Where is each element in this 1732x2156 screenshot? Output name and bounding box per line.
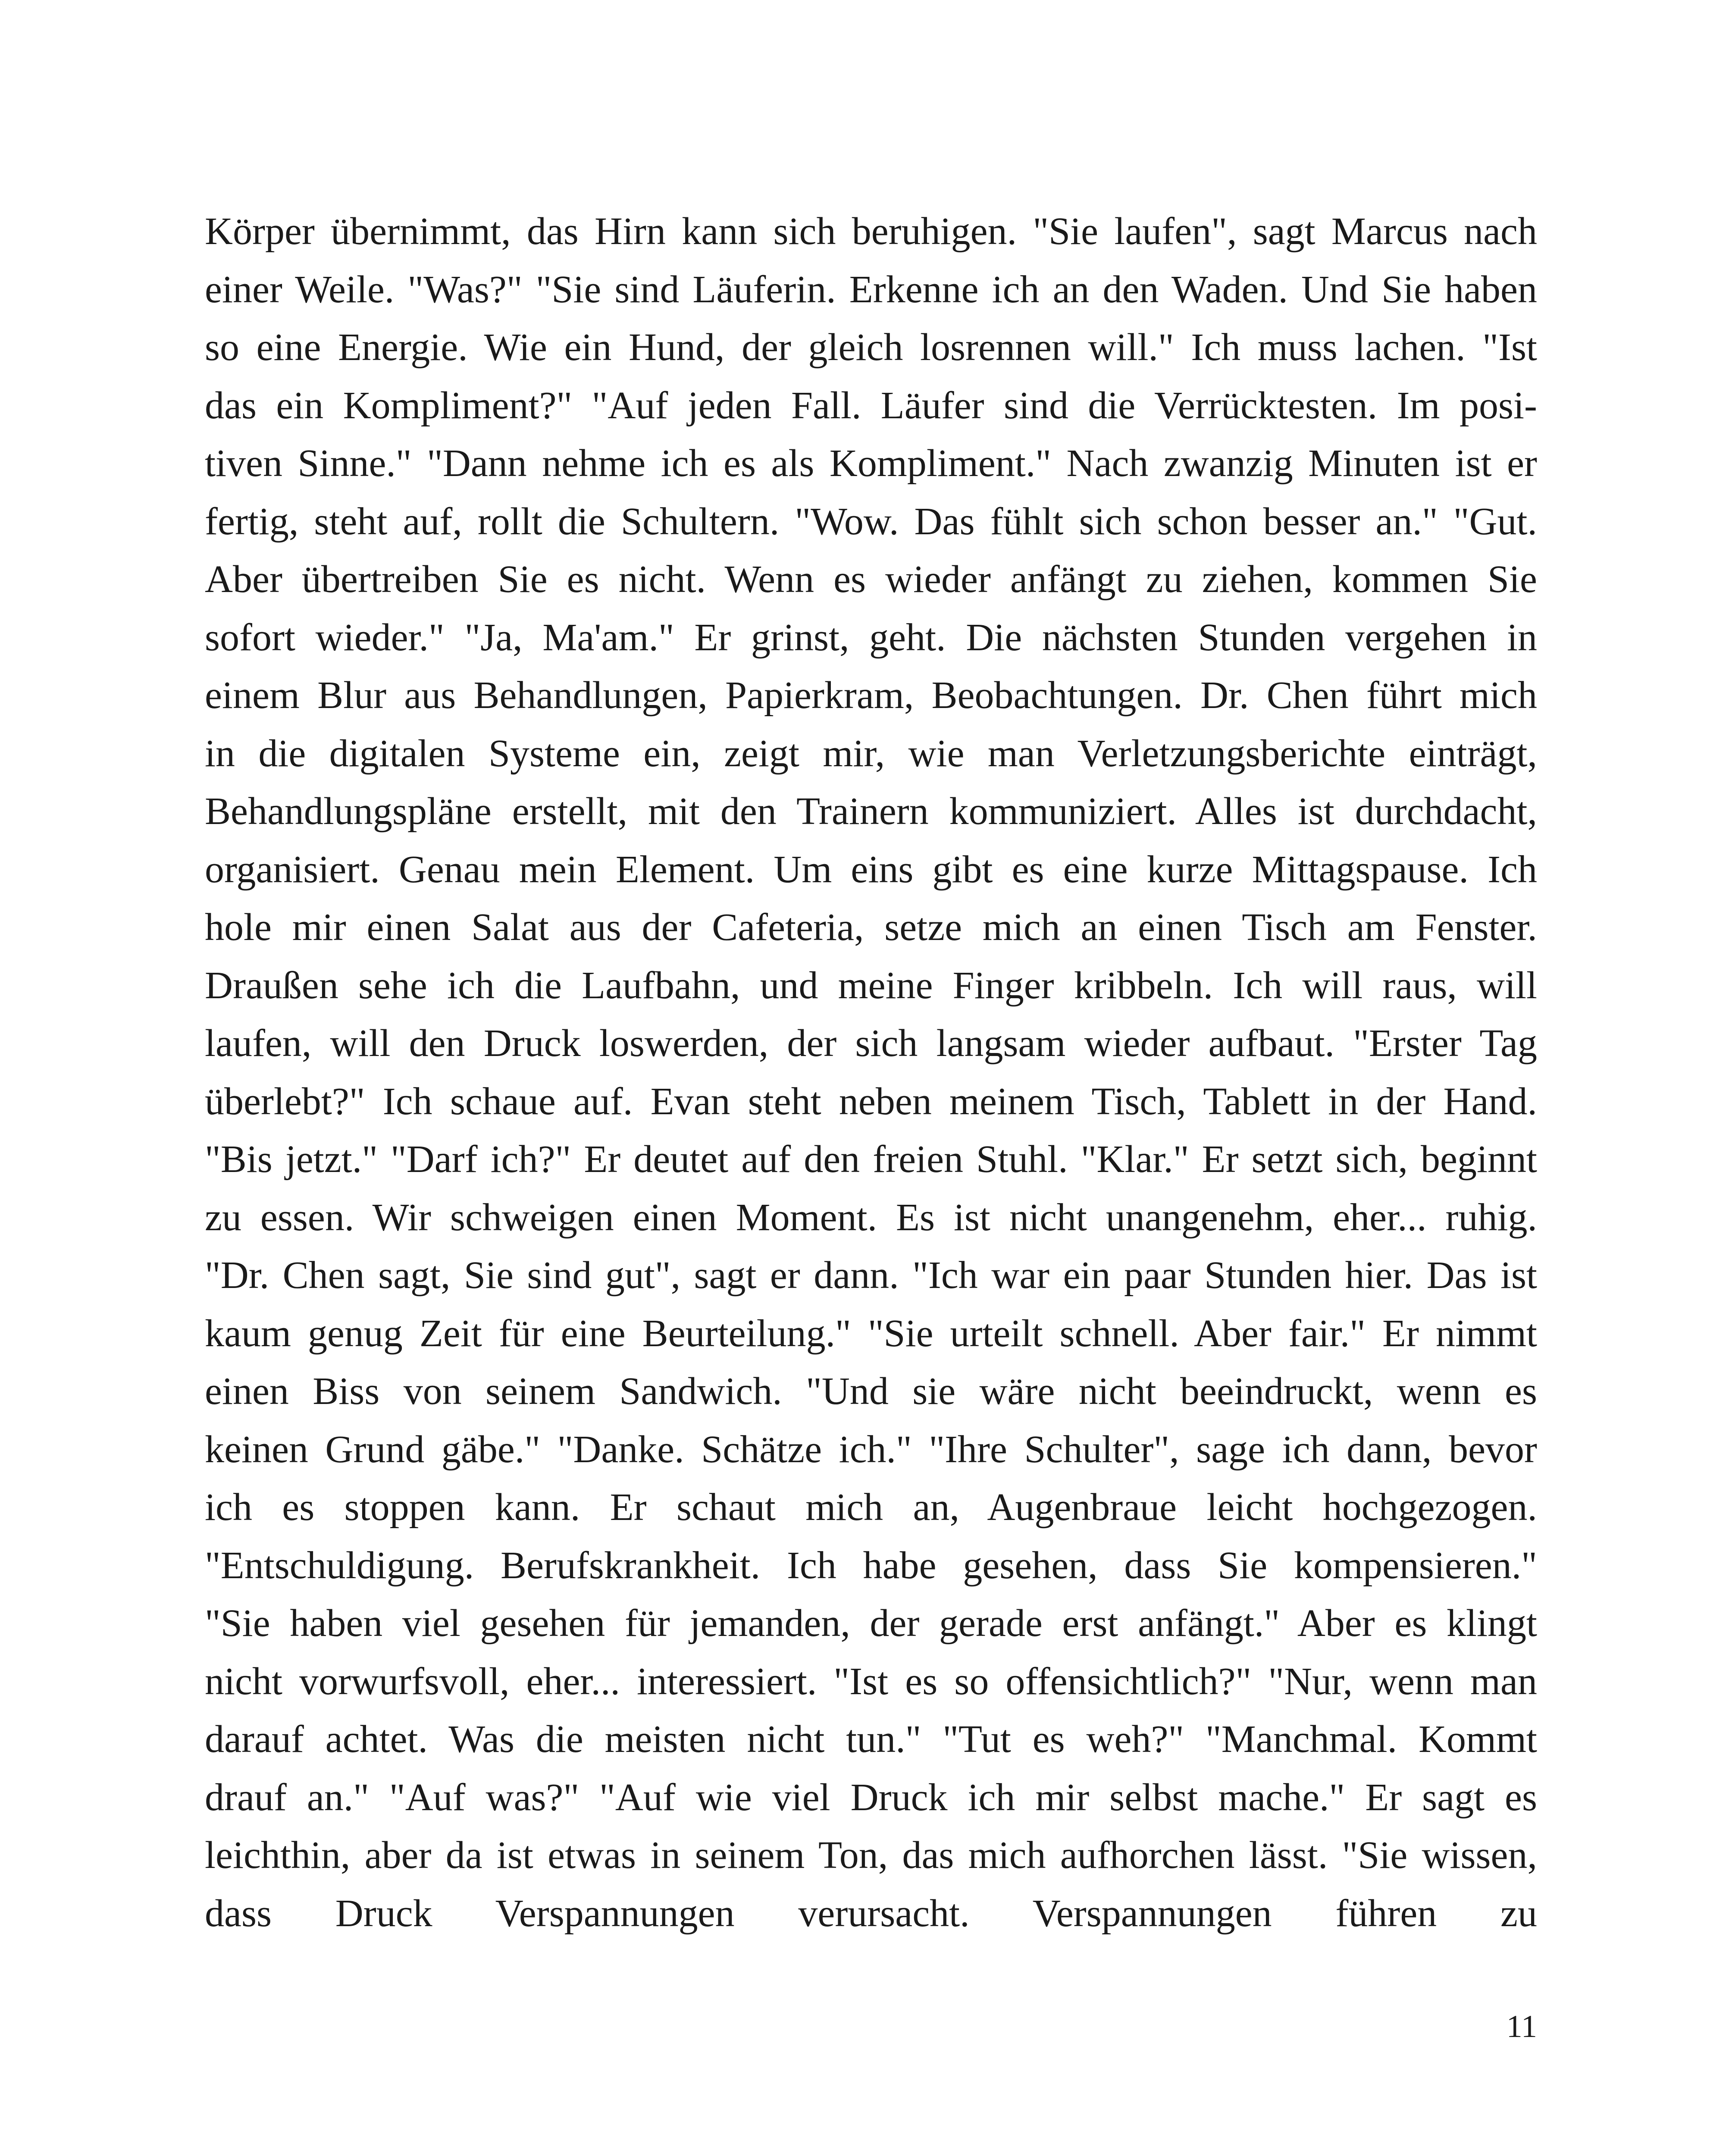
text-line-7: Aber übertreiben Sie es nicht. Wenn es wieder anfängt zu ziehen, kommen Sie bbox=[205, 558, 1537, 601]
text-line-29: leichthin, aber da ist etwas in seinem Ton, das mich aufhorchen lässt. "Sie wissen, bbox=[205, 1834, 1537, 1877]
body-text bbox=[205, 203, 1537, 1943]
text-line-23: ich es stoppen kann. Er schaut mich an, Augenbraue leicht hochgezogen. bbox=[205, 1486, 1537, 1529]
text-line-13: hole mir einen Salat aus der Cafeteria, setze mich an einen Tisch am Fenster. bbox=[205, 906, 1537, 949]
text-line-20: kaum genug Zeit für eine Beurteilung." "Sie urteilt schnell. Aber fair." Er nimmt bbox=[205, 1312, 1537, 1355]
text-line-3: so eine Energie. Wie ein Hund, der gleich losrennen will." Ich muss lachen. "Ist bbox=[205, 326, 1537, 369]
text-line-27: darauf achtet. Was die meisten nicht tun." "Tut es weh?" "Manchmal. Kommt bbox=[205, 1718, 1537, 1761]
text-line-26: nicht vorwurfsvoll, eher... interessiert. "Ist es so offensichtlich?" "Nur, wenn man bbox=[205, 1660, 1537, 1703]
text-line-21: einen Biss von seinem Sandwich. "Und sie wäre nicht beeindruckt, wenn es bbox=[205, 1370, 1537, 1413]
text-line-15: laufen, will den Druck loswerden, der sich langsam wieder aufbaut. "Erster Tag bbox=[205, 1022, 1537, 1065]
text-line-28: drauf an." "Auf was?" "Auf wie viel Druck ich mir selbst mache." Er sagt es bbox=[205, 1776, 1537, 1819]
text-line-11: Behandlungspläne erstellt, mit den Trainern kommuniziert. Alles ist durchdacht, bbox=[205, 790, 1537, 833]
page-number: 11 bbox=[1506, 2009, 1537, 2044]
text-line-12: organisiert. Genau mein Element. Um eins gibt es eine kurze Mittagspause. Ich bbox=[205, 848, 1537, 891]
text-line-22: keinen Grund gäbe." "Danke. Schätze ich." "Ihre Schulter", sage ich dann, bevor bbox=[205, 1428, 1537, 1471]
text-line-24: "Entschuldigung. Berufskrankheit. Ich habe gesehen, dass Sie kompensieren." bbox=[205, 1544, 1537, 1587]
text-line-9: einem Blur aus Behandlungen, Papierkram, Beobachtungen. Dr. Chen führt mich bbox=[205, 674, 1537, 717]
text-line-8: sofort wieder." "Ja, Ma'am." Er grinst, geht. Die nächsten Stunden vergehen in bbox=[205, 616, 1537, 659]
text-line-17: "Bis jetzt." "Darf ich?" Er deutet auf den freien Stuhl. "Klar." Er setzt sich, beginnt bbox=[205, 1138, 1537, 1181]
text-line-6: fertig, steht auf, rollt die Schultern. "Wow. Das fühlt sich schon besser an." "Gut. bbox=[205, 500, 1537, 543]
text-line-19: "Dr. Chen sagt, Sie sind gut", sagt er dann. "Ich war ein paar Stunden hier. Das ist bbox=[205, 1254, 1537, 1297]
text-line-14: Draußen sehe ich die Laufbahn, und meine Finger kribbeln. Ich will raus, will bbox=[205, 964, 1537, 1007]
text-line-18: zu essen. Wir schweigen einen Moment. Es ist nicht unangenehm, eher... ruhig. bbox=[205, 1196, 1537, 1239]
text-line-30: dass Druck Verspannungen verursacht. Verspannungen führen zu bbox=[205, 1892, 1537, 1935]
text-line-25: "Sie haben viel gesehen für jemanden, der gerade erst anfängt." Aber es klingt bbox=[205, 1602, 1537, 1645]
text-line-4: das ein Kompliment?" "Auf jeden Fall. Läufer sind die Verrücktesten. Im posi- bbox=[205, 384, 1537, 427]
text-line-5: tiven Sinne." "Dann nehme ich es als Kompliment." Nach zwanzig Minuten ist er bbox=[205, 442, 1537, 485]
text-line-16: überlebt?" Ich schaue auf. Evan steht neben meinem Tisch, Tablett in der Hand. bbox=[205, 1080, 1537, 1123]
text-line-1: Körper übernimmt, das Hirn kann sich beruhigen. "Sie laufen", sagt Marcus nach bbox=[205, 210, 1537, 253]
text-line-2: einer Weile. "Was?" "Sie sind Läuferin. Erkenne ich an den Waden. Und Sie haben bbox=[205, 268, 1537, 311]
text-line-10: in die digitalen Systeme ein, zeigt mir, wie man Verletzungsberichte einträgt, bbox=[205, 732, 1537, 775]
